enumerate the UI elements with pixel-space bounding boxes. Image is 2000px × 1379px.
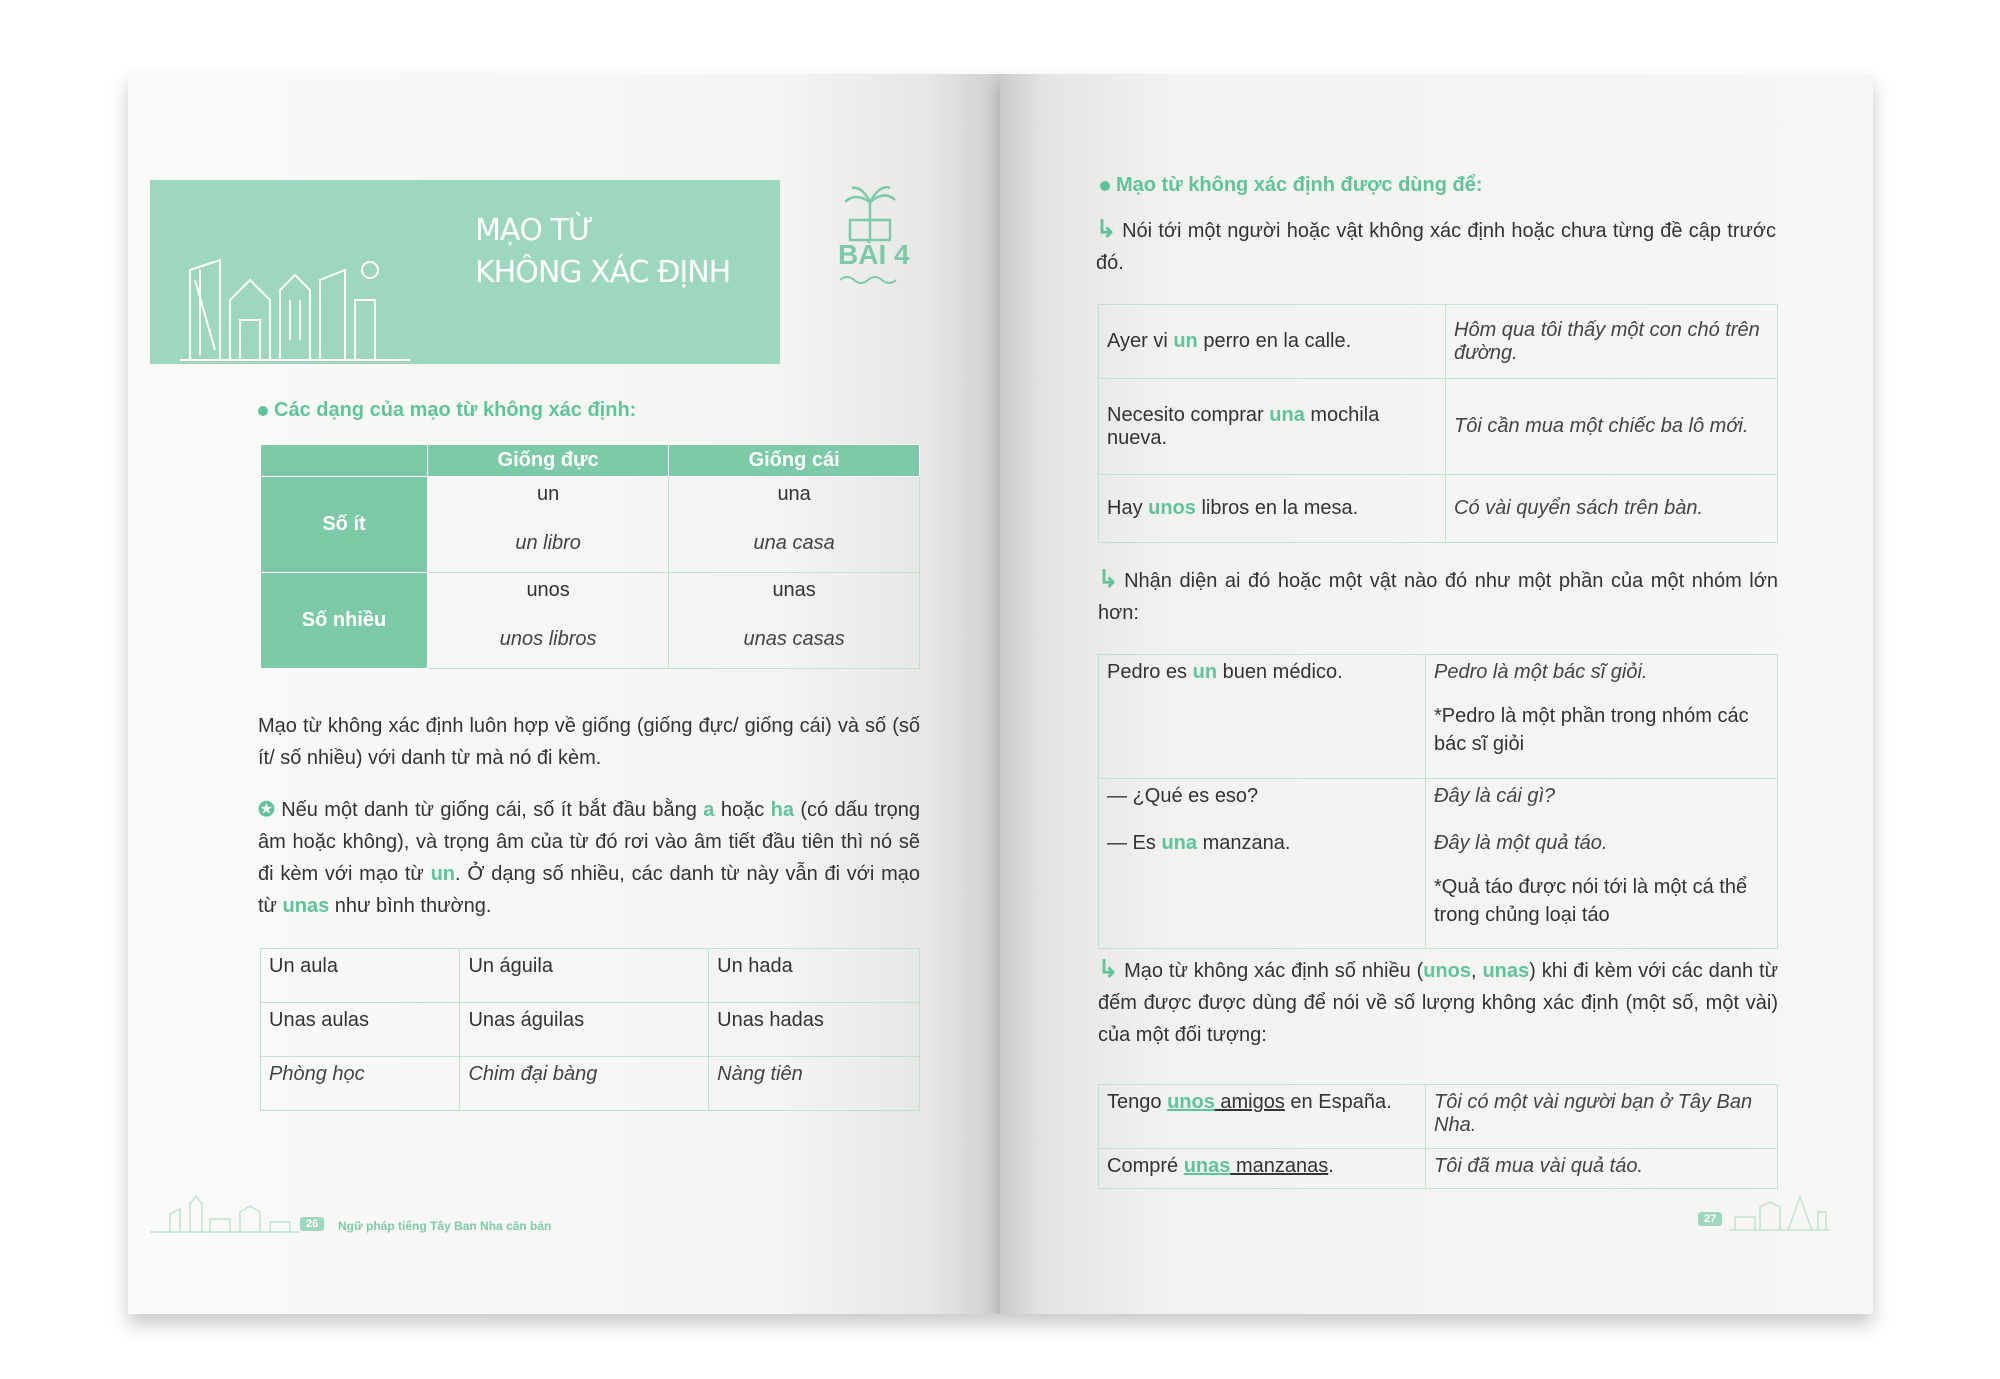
star-icon: ✪ — [258, 799, 282, 821]
example-cell: Unas aulas — [261, 1003, 460, 1057]
example-cell: Un águila — [460, 949, 709, 1003]
cell-masc-plural: unos unos libros — [428, 573, 669, 669]
page-number-right: 27 — [1698, 1212, 1722, 1226]
forms-table — [260, 444, 920, 669]
spanish-example: Hay unos libros en la mesa. — [1099, 475, 1446, 543]
arrow-icon: ↳ — [1098, 956, 1119, 983]
palm-tree-icon — [840, 182, 900, 242]
examples-table-3 — [1098, 1084, 1778, 1189]
open-book — [128, 74, 1873, 1314]
footer-skyline-icon — [150, 1194, 300, 1234]
corner-cell — [261, 445, 428, 477]
right-page — [1000, 74, 1873, 1314]
bullet-icon — [1100, 181, 1110, 191]
usage-1: ↳ Nói tới một người hoặc vật không xác định hoặc chưa từng đề cập trước đó. — [1096, 216, 1776, 274]
header-masculine: Giống đực — [428, 445, 669, 477]
example-cell: Un hada — [709, 949, 920, 1003]
bullet-icon — [258, 406, 268, 416]
spanish-example: Pedro es un buen médico. — [1099, 655, 1426, 779]
vietnamese-translation: Đây là cái gì? Đây là một quả táo. *Quả táo được nói tới là một cá thể trong chủng loại táo — [1426, 779, 1778, 949]
header-feminine: Giống cái — [669, 445, 920, 477]
example-cell: Nàng tiên — [709, 1057, 920, 1111]
example-cell: Unas águilas — [460, 1003, 709, 1057]
vietnamese-translation: Tôi cần mua một chiếc ba lô mới. — [1446, 379, 1778, 475]
vietnamese-translation: Hôm qua tôi thấy một con chó trên đường. — [1446, 305, 1778, 379]
examples-table — [260, 948, 920, 1111]
example-cell: Unas hadas — [709, 1003, 920, 1057]
examples-table-2 — [1098, 654, 1778, 949]
examples-table-1 — [1098, 304, 1778, 543]
vietnamese-translation: Pedro là một bác sĩ giỏi. *Pedro là một phần trong nhóm các bác sĩ giỏi — [1426, 655, 1778, 779]
forms-heading: Các dạng của mạo từ không xác định: — [258, 399, 636, 422]
spanish-example: Tengo unos amigos en España. — [1099, 1085, 1426, 1149]
arrow-icon: ↳ — [1096, 216, 1117, 243]
usage-heading: Mạo từ không xác định được dùng để: — [1100, 174, 1483, 197]
cell-masc-singular: un un libro — [428, 477, 669, 573]
spanish-example: Compré unas manzanas. — [1099, 1149, 1426, 1189]
example-cell: Phòng học — [261, 1057, 460, 1111]
vietnamese-translation: Tôi đã mua vài quả táo. — [1426, 1149, 1778, 1189]
usage-2: ↳ Nhận diện ai đó hoặc một vật nào đó như một phần của một nhóm lớn hơn: — [1098, 566, 1778, 624]
cell-fem-plural: unas unas casas — [669, 573, 920, 669]
page-number-left: 26 — [300, 1217, 324, 1231]
example-cell: Un aula — [261, 949, 460, 1003]
spanish-example: Necesito comprar una mochila nueva. — [1099, 379, 1446, 475]
arrow-icon: ↳ — [1098, 566, 1119, 593]
wave-decoration-icon — [840, 274, 900, 286]
spanish-example: Ayer vi un perro en la calle. — [1099, 305, 1446, 379]
vietnamese-translation: Tôi có một vài người bạn ở Tây Ban Nha. — [1426, 1085, 1778, 1149]
row-label-singular: Số ít — [261, 477, 428, 573]
city-skyline-illustration — [180, 240, 410, 364]
vietnamese-translation: Có vài quyển sách trên bàn. — [1446, 475, 1778, 543]
lesson-number: BÀI 4 — [838, 239, 910, 270]
note-paragraph: ✪ Nếu một danh từ giống cái, số ít bắt đầu bằng a hoặc ha (có dấu trọng âm hoặc không), và trọng âm của từ đó rơi vào âm tiết đầu tiên thì nó sẽ đi kèm với mạo từ un. Ở dạng số nhiều, các danh từ này vẫn đi với mạo từ unas như bình thường. — [258, 799, 921, 917]
left-page — [128, 74, 1000, 1314]
lesson-title: MẠO TỪ KHÔNG XÁC ĐỊNH — [475, 213, 731, 290]
cell-fem-singular: una una casa — [669, 477, 920, 573]
lesson-banner — [150, 180, 780, 364]
agreement-paragraph: Mạo từ không xác định luôn hợp về giống (giống đực/ giống cái) và số (số ít/ số nhiều) với danh từ mà nó đi kèm. — [258, 715, 920, 769]
book-title-footer: Ngữ pháp tiếng Tây Ban Nha căn bản — [338, 1219, 552, 1233]
example-cell: Chim đại bàng — [460, 1057, 709, 1111]
spanish-dialogue: — ¿Qué es eso? — Es una manzana. — [1099, 779, 1426, 949]
footer-skyline-icon — [1730, 1192, 1830, 1232]
usage-3: ↳ Mạo từ không xác định số nhiều (unos, unas) khi đi kèm với các danh từ đếm được được dùng để nói về số lượng không xác định (một số, một vài) của một đối tượng: — [1098, 956, 1778, 1046]
row-label-plural: Số nhiều — [261, 573, 428, 669]
